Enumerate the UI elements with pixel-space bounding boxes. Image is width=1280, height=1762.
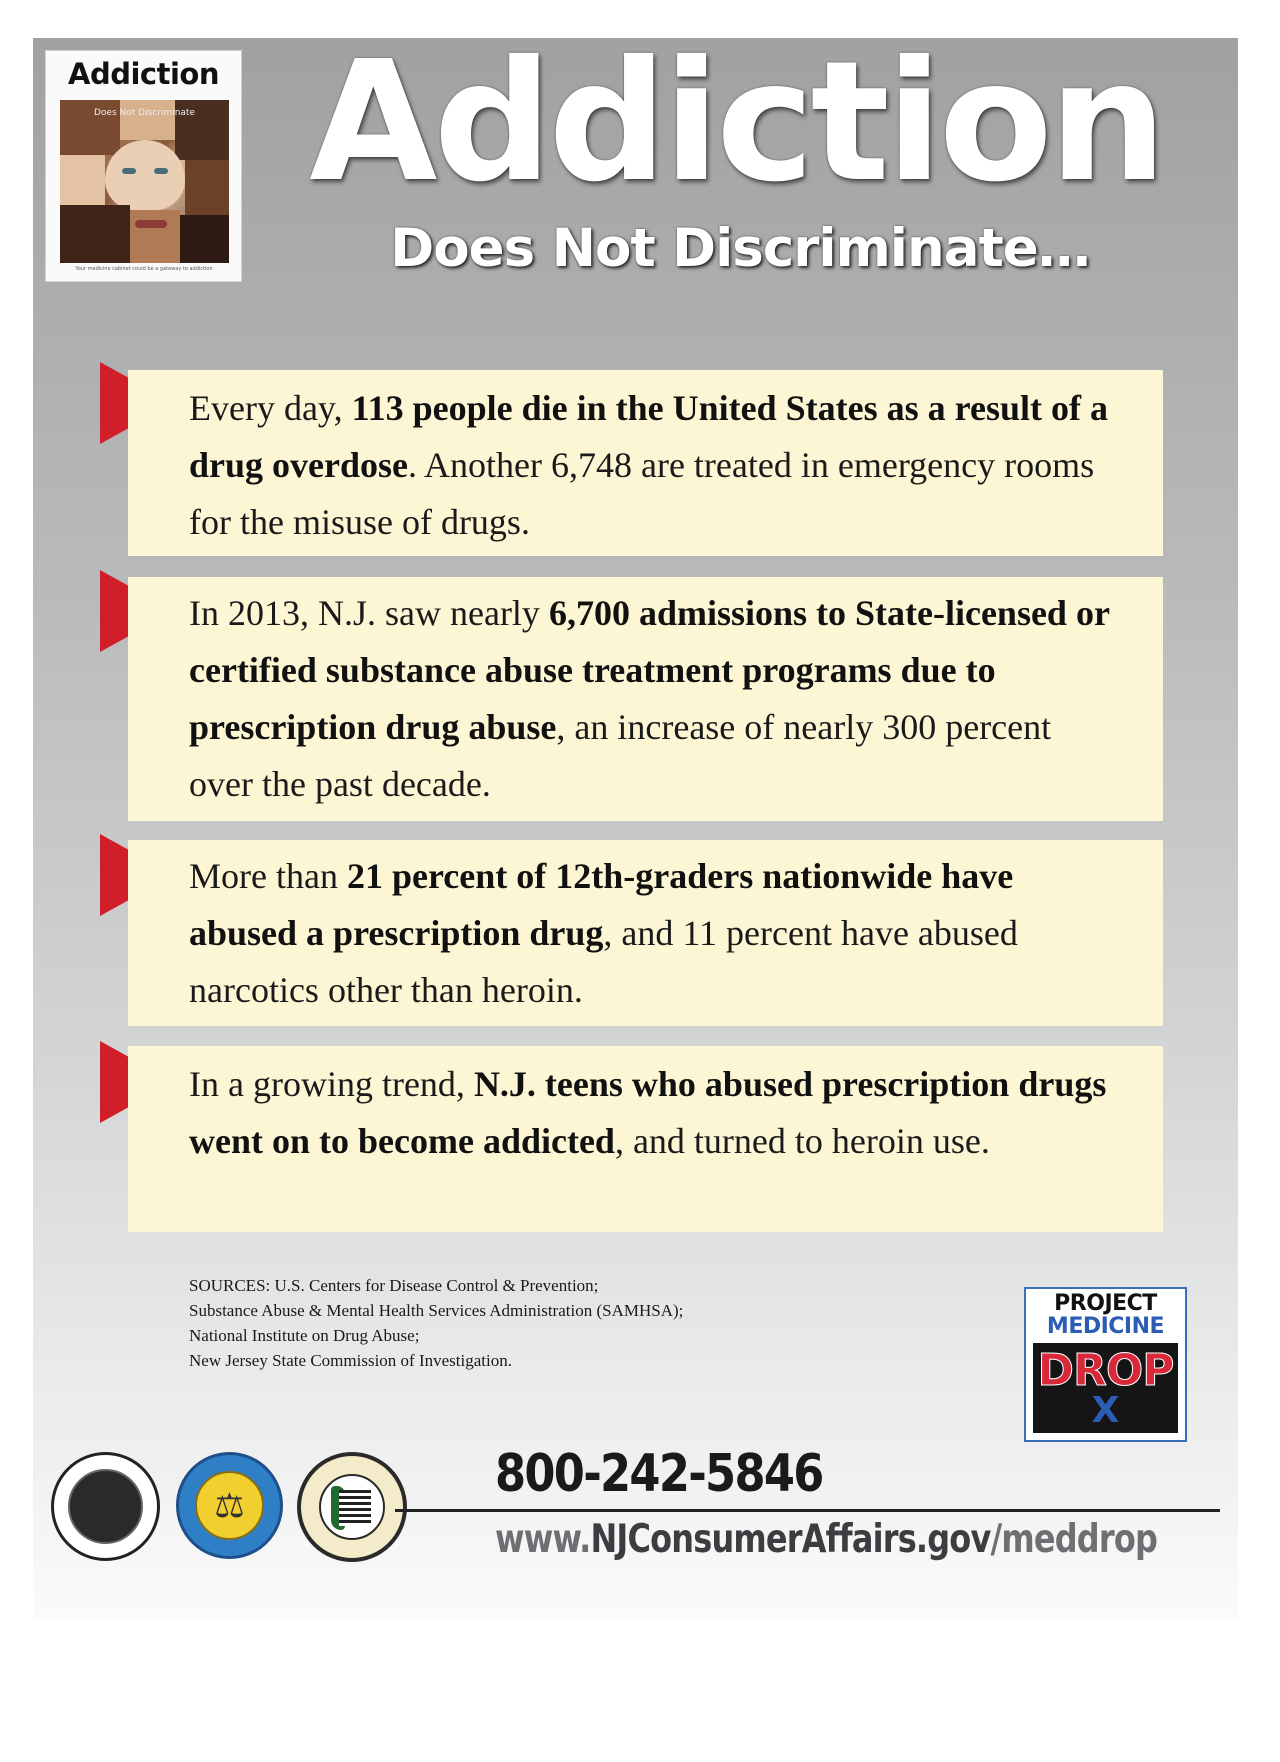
sources: [189, 1273, 889, 1373]
logo-line-2: MEDICINE: [1046, 1314, 1165, 1339]
logo-panel: [1033, 1343, 1178, 1433]
thumbnail-footer: Your medicine cabinet could be a gateway to addiction: [75, 266, 213, 272]
fact-text: [189, 1056, 1123, 1170]
fact-run: . Another 6,748 are treated in emergency rooms for the misuse of drugs.: [189, 445, 1095, 542]
fact-text: [189, 585, 1123, 813]
project-medicine-drop-logo: [1024, 1287, 1187, 1442]
logo-line-3: DROP: [1037, 1345, 1174, 1396]
fact-run: , and 11 percent have abused narcotics other than heroin.: [189, 913, 1018, 1010]
nj-state-seal-icon: [51, 1452, 160, 1561]
divider: [395, 1509, 1220, 1512]
logo-line-4: X: [1091, 1390, 1120, 1431]
source-line: Substance Abuse & Mental Health Services Administration (SAMHSA);: [189, 1301, 684, 1320]
fact-text: [189, 380, 1123, 551]
fact-highlight: N.J. teens who abused prescription drugs went on to become addicted: [189, 1064, 1107, 1161]
source-line: SOURCES: U.S. Centers for Disease Control & Prevention;: [189, 1276, 599, 1295]
main-title: Addiction: [309, 26, 1163, 219]
fact-run: In 2013, N.J. saw nearly: [189, 593, 549, 633]
fact-run: , an increase of nearly 300 percent over the past decade.: [189, 707, 1052, 804]
attorney-general-seal-icon: ⚖: [176, 1452, 283, 1559]
fact-highlight: 6,700 admissions to State-licensed or certified substance abuse treatment programs due to prescription drug abuse: [189, 593, 1110, 747]
fact-box: [128, 1046, 1163, 1232]
logo-line-1: PROJECT: [1054, 1291, 1157, 1316]
thumbnail-photo: [60, 100, 229, 263]
source-line: National Institute on Drug Abuse;: [189, 1326, 420, 1345]
fact-run: In a growing trend,: [189, 1064, 474, 1104]
fact-run: More than: [189, 856, 347, 896]
url-prefix: www.: [495, 1517, 591, 1562]
fact-highlight: 21 percent of 12th-graders nationwide have abused a prescription drug: [189, 856, 1014, 953]
fact-text: [189, 848, 1123, 1019]
thumbnail-title: Addiction: [68, 57, 219, 91]
fact-box: [128, 370, 1163, 556]
fact-run: Every day,: [189, 388, 352, 428]
url-domain: NJConsumerAffairs.gov: [590, 1517, 991, 1562]
fact-box: [128, 577, 1163, 821]
subtitle: Does Not Discriminate…: [390, 218, 1090, 279]
fact-box: [128, 840, 1163, 1026]
consumer-affairs-seal-icon: [297, 1452, 407, 1562]
fact-highlight: 113 people die in the United States as a result of a drug overdose: [189, 388, 1108, 485]
fact-run: , and turned to heroin use.: [614, 1121, 990, 1161]
website-url[interactable]: [495, 1517, 1158, 1562]
phone-number: 800-242-5846: [495, 1444, 823, 1504]
cover-thumbnail: [45, 50, 242, 282]
source-line: New Jersey State Commission of Investigation.: [189, 1351, 512, 1370]
thumbnail-subtitle: Does Not Discriminate: [94, 108, 195, 118]
url-path: /meddrop: [990, 1517, 1158, 1562]
